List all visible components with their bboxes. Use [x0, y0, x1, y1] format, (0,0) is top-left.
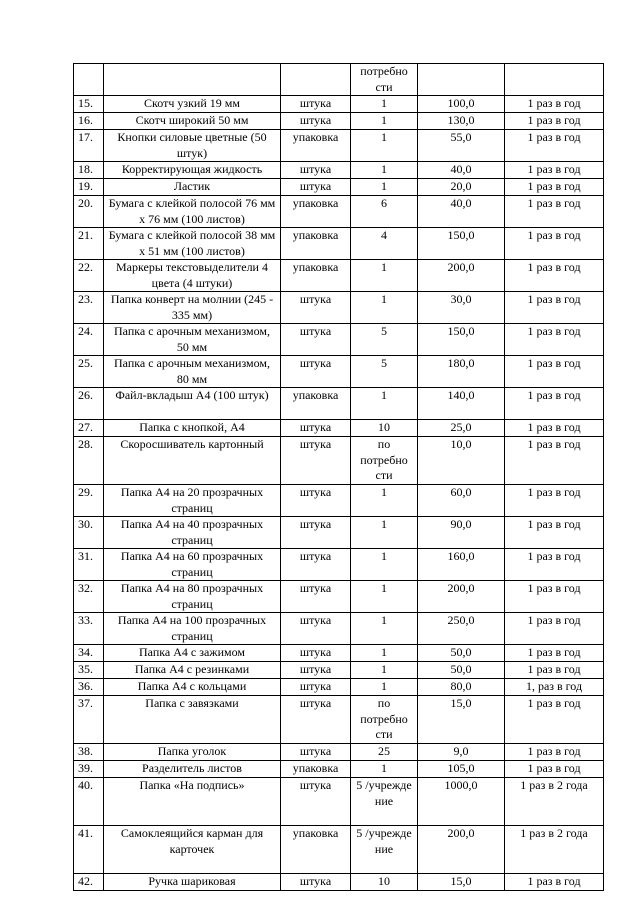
unit-cell: штука: [281, 324, 351, 356]
table-row: [74, 761, 604, 778]
quantity-cell: 1: [351, 645, 418, 662]
item-number-cell: 27.: [74, 420, 104, 437]
frequency-cell: 1 раз в 2 года: [505, 826, 604, 874]
price-cell: 9,0: [418, 744, 505, 761]
unit-cell: штука: [281, 292, 351, 324]
item-number-cell: 23.: [74, 292, 104, 324]
unit-cell: упаковка: [281, 761, 351, 778]
table-row: [74, 356, 604, 388]
item-number-cell: 38.: [74, 744, 104, 761]
table-row: [74, 64, 604, 96]
table-row: [74, 388, 604, 420]
quantity-cell: 5: [351, 324, 418, 356]
price-cell: 100,0: [418, 96, 505, 113]
item-number-cell: 29.: [74, 485, 104, 517]
unit-cell: упаковка: [281, 228, 351, 260]
frequency-cell: 1 раз в год: [505, 437, 604, 485]
item-number-cell: 41.: [74, 826, 104, 874]
frequency-cell: 1 раз в год: [505, 130, 604, 162]
unit-cell: штука: [281, 517, 351, 549]
price-cell: 50,0: [418, 645, 505, 662]
price-cell: 150,0: [418, 324, 505, 356]
quantity-cell: 1: [351, 549, 418, 581]
quantity-cell: 4: [351, 228, 418, 260]
unit-cell: штука: [281, 485, 351, 517]
price-cell: 55,0: [418, 130, 505, 162]
item-name-cell: Папка А4 на 60 прозрачных страниц: [104, 549, 281, 581]
price-cell: 160,0: [418, 549, 505, 581]
frequency-cell: 1 раз в год: [505, 260, 604, 292]
price-cell: 200,0: [418, 826, 505, 874]
item-name-cell: Скотч широкий 50 мм: [104, 113, 281, 130]
item-number-cell: 36.: [74, 679, 104, 696]
unit-cell: [281, 64, 351, 96]
price-cell: 140,0: [418, 388, 505, 420]
item-name-cell: Папка А4 на 80 прозрачных страниц: [104, 581, 281, 613]
price-cell: 200,0: [418, 581, 505, 613]
price-cell: 150,0: [418, 228, 505, 260]
item-number-cell: 19.: [74, 179, 104, 196]
item-number-cell: 24.: [74, 324, 104, 356]
quantity-cell: по потребно сти: [351, 437, 418, 485]
item-number-cell: 28.: [74, 437, 104, 485]
frequency-cell: 1 раз в год: [505, 356, 604, 388]
item-name-cell: Корректирующая жидкость: [104, 162, 281, 179]
frequency-cell: 1 раз в год: [505, 292, 604, 324]
table-row: [74, 113, 604, 130]
item-number-cell: 22.: [74, 260, 104, 292]
unit-cell: упаковка: [281, 260, 351, 292]
unit-cell: штука: [281, 679, 351, 696]
quantity-cell: 1: [351, 662, 418, 679]
item-number-cell: 21.: [74, 228, 104, 260]
unit-cell: штука: [281, 420, 351, 437]
frequency-cell: 1 раз в год: [505, 874, 604, 891]
frequency-cell: 1 раз в год: [505, 581, 604, 613]
unit-cell: упаковка: [281, 388, 351, 420]
frequency-cell: 1 раз в год: [505, 744, 604, 761]
frequency-cell: 1 раз в год: [505, 696, 604, 744]
unit-cell: упаковка: [281, 196, 351, 228]
unit-cell: штука: [281, 696, 351, 744]
unit-cell: штука: [281, 744, 351, 761]
table-row: [74, 613, 604, 645]
price-cell: 80,0: [418, 679, 505, 696]
item-number-cell: 26.: [74, 388, 104, 420]
quantity-cell: 6: [351, 196, 418, 228]
table-row: [74, 162, 604, 179]
item-name-cell: Папка А4 с зажимом: [104, 645, 281, 662]
item-number-cell: [74, 64, 104, 96]
supply-table: [73, 63, 604, 891]
frequency-cell: 1 раз в год: [505, 113, 604, 130]
price-cell: 10,0: [418, 437, 505, 485]
item-name-cell: Папка с завязками: [104, 696, 281, 744]
table-row: [74, 778, 604, 826]
item-name-cell: Папка А4 на 100 прозрачных страниц: [104, 613, 281, 645]
item-name-cell: Папка с кнопкой, А4: [104, 420, 281, 437]
item-name-cell: Бумага с клейкой полосой 38 мм х 51 мм (100 листов): [104, 228, 281, 260]
item-number-cell: 30.: [74, 517, 104, 549]
price-cell: 15,0: [418, 696, 505, 744]
frequency-cell: 1 раз в год: [505, 420, 604, 437]
item-name-cell: Папка конверт на молнии (245 - 335 мм): [104, 292, 281, 324]
item-name-cell: [104, 64, 281, 96]
table-row: [74, 826, 604, 874]
item-number-cell: 15.: [74, 96, 104, 113]
quantity-cell: 1: [351, 96, 418, 113]
frequency-cell: 1 раз в год: [505, 761, 604, 778]
frequency-cell: [505, 64, 604, 96]
item-name-cell: Разделитель листов: [104, 761, 281, 778]
item-name-cell: Папка с арочным механизмом, 80 мм: [104, 356, 281, 388]
item-name-cell: Файл-вкладыш А4 (100 штук): [104, 388, 281, 420]
quantity-cell: 5 /учрежде ние: [351, 778, 418, 826]
unit-cell: упаковка: [281, 130, 351, 162]
price-cell: 130,0: [418, 113, 505, 130]
price-cell: 105,0: [418, 761, 505, 778]
quantity-cell: 1: [351, 179, 418, 196]
table-row: [74, 874, 604, 891]
quantity-cell: 10: [351, 420, 418, 437]
quantity-cell: 1: [351, 485, 418, 517]
item-number-cell: 39.: [74, 761, 104, 778]
item-name-cell: Маркеры текстовыделители 4 цвета (4 штуки): [104, 260, 281, 292]
quantity-cell: потребно сти: [351, 64, 418, 96]
item-name-cell: Самоклеящийся карман для карточек: [104, 826, 281, 874]
price-cell: 50,0: [418, 662, 505, 679]
item-name-cell: Папка А4 на 40 прозрачных страниц: [104, 517, 281, 549]
unit-cell: штука: [281, 356, 351, 388]
item-name-cell: Скотч узкий 19 мм: [104, 96, 281, 113]
price-cell: 180,0: [418, 356, 505, 388]
quantity-cell: 25: [351, 744, 418, 761]
item-number-cell: 16.: [74, 113, 104, 130]
item-number-cell: 42.: [74, 874, 104, 891]
item-name-cell: Ручка шариковая: [104, 874, 281, 891]
unit-cell: штука: [281, 662, 351, 679]
table-row: [74, 260, 604, 292]
price-cell: 20,0: [418, 179, 505, 196]
table-row: [74, 662, 604, 679]
frequency-cell: 1 раз в год: [505, 645, 604, 662]
quantity-cell: 1: [351, 113, 418, 130]
price-cell: [418, 64, 505, 96]
unit-cell: штука: [281, 778, 351, 826]
quantity-cell: 1: [351, 679, 418, 696]
unit-cell: упаковка: [281, 826, 351, 874]
frequency-cell: 1 раз в год: [505, 388, 604, 420]
table-row: [74, 437, 604, 485]
frequency-cell: 1 раз в год: [505, 613, 604, 645]
table-row: [74, 581, 604, 613]
unit-cell: штука: [281, 645, 351, 662]
quantity-cell: 1: [351, 581, 418, 613]
item-number-cell: 25.: [74, 356, 104, 388]
table-row: [74, 517, 604, 549]
quantity-cell: 1: [351, 292, 418, 324]
table-row: [74, 696, 604, 744]
table-row: [74, 228, 604, 260]
item-number-cell: 34.: [74, 645, 104, 662]
item-number-cell: 32.: [74, 581, 104, 613]
table-row: [74, 485, 604, 517]
quantity-cell: 5 /учрежде ние: [351, 826, 418, 874]
price-cell: 1000,0: [418, 778, 505, 826]
frequency-cell: 1 раз в год: [505, 162, 604, 179]
frequency-cell: 1, раз в год: [505, 679, 604, 696]
price-cell: 40,0: [418, 196, 505, 228]
table-row: [74, 292, 604, 324]
quantity-cell: 10: [351, 874, 418, 891]
frequency-cell: 1 раз в год: [505, 485, 604, 517]
price-cell: 250,0: [418, 613, 505, 645]
price-cell: 30,0: [418, 292, 505, 324]
quantity-cell: 1: [351, 613, 418, 645]
item-name-cell: Папка «На подпись»: [104, 778, 281, 826]
item-name-cell: Бумага с клейкой полосой 76 мм х 76 мм (100 листов): [104, 196, 281, 228]
frequency-cell: 1 раз в год: [505, 196, 604, 228]
item-number-cell: 35.: [74, 662, 104, 679]
item-number-cell: 37.: [74, 696, 104, 744]
item-name-cell: Скоросшиватель картонный: [104, 437, 281, 485]
frequency-cell: 1 раз в год: [505, 228, 604, 260]
item-name-cell: Папка с арочным механизмом, 50 мм: [104, 324, 281, 356]
unit-cell: штука: [281, 613, 351, 645]
unit-cell: штука: [281, 549, 351, 581]
item-name-cell: Папка А4 на 20 прозрачных страниц: [104, 485, 281, 517]
quantity-cell: 1: [351, 388, 418, 420]
unit-cell: штука: [281, 437, 351, 485]
item-number-cell: 31.: [74, 549, 104, 581]
item-number-cell: 18.: [74, 162, 104, 179]
item-number-cell: 33.: [74, 613, 104, 645]
unit-cell: штука: [281, 874, 351, 891]
item-number-cell: 17.: [74, 130, 104, 162]
quantity-cell: 1: [351, 130, 418, 162]
table-row: [74, 179, 604, 196]
table-row: [74, 549, 604, 581]
item-number-cell: 40.: [74, 778, 104, 826]
item-number-cell: 20.: [74, 196, 104, 228]
quantity-cell: по потребно сти: [351, 696, 418, 744]
table-row: [74, 744, 604, 761]
item-name-cell: Папка уголок: [104, 744, 281, 761]
table-row: [74, 96, 604, 113]
quantity-cell: 1: [351, 517, 418, 549]
item-name-cell: Папка А4 с резинками: [104, 662, 281, 679]
table-row: [74, 324, 604, 356]
frequency-cell: 1 раз в год: [505, 324, 604, 356]
price-cell: 90,0: [418, 517, 505, 549]
unit-cell: штука: [281, 581, 351, 613]
price-cell: 200,0: [418, 260, 505, 292]
price-cell: 40,0: [418, 162, 505, 179]
table-row: [74, 196, 604, 228]
frequency-cell: 1 раз в год: [505, 517, 604, 549]
frequency-cell: 1 раз в 2 года: [505, 778, 604, 826]
price-cell: 60,0: [418, 485, 505, 517]
quantity-cell: 1: [351, 761, 418, 778]
table-row: [74, 645, 604, 662]
price-cell: 15,0: [418, 874, 505, 891]
frequency-cell: 1 раз в год: [505, 96, 604, 113]
item-name-cell: Папка А4 с кольцами: [104, 679, 281, 696]
table-row: [74, 420, 604, 437]
unit-cell: штука: [281, 96, 351, 113]
table-row: [74, 679, 604, 696]
item-name-cell: Кнопки силовые цветные (50 штук): [104, 130, 281, 162]
quantity-cell: 1: [351, 162, 418, 179]
quantity-cell: 5: [351, 356, 418, 388]
item-name-cell: Ластик: [104, 179, 281, 196]
frequency-cell: 1 раз в год: [505, 549, 604, 581]
table-row: [74, 130, 604, 162]
unit-cell: штука: [281, 113, 351, 130]
frequency-cell: 1 раз в год: [505, 179, 604, 196]
unit-cell: штука: [281, 162, 351, 179]
price-cell: 25,0: [418, 420, 505, 437]
unit-cell: штука: [281, 179, 351, 196]
frequency-cell: 1 раз в год: [505, 662, 604, 679]
supply-table-body: [74, 64, 604, 891]
quantity-cell: 1: [351, 260, 418, 292]
